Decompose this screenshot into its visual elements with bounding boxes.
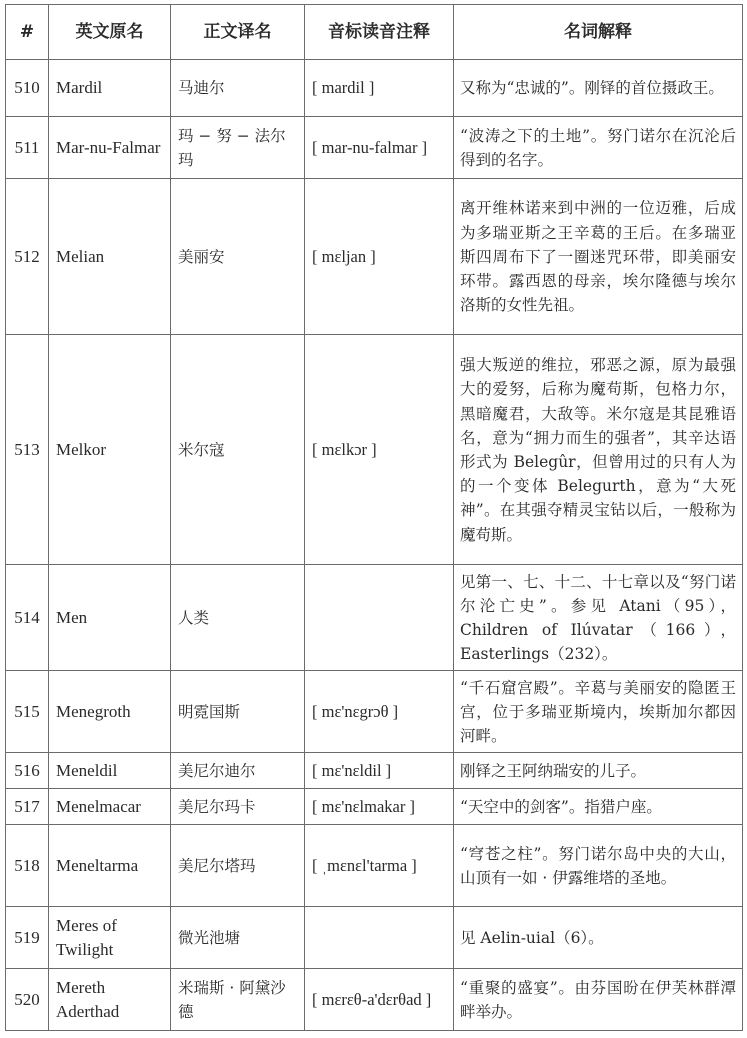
definition: “穹苍之柱”。努门诺尔岛中央的大山，山顶有一如 · 伊露维塔的圣地。 [454, 825, 743, 907]
definition: 见 Aelin-uial（6）。 [454, 907, 743, 969]
definition: “重聚的盛宴”。由芬国昐在伊芙林群潭畔举办。 [454, 969, 743, 1031]
chinese-name: 米尔寇 [171, 335, 305, 565]
phonetic [305, 907, 454, 969]
chinese-name: 美尼尔迪尔 [171, 753, 305, 789]
row-number: 512 [6, 179, 49, 335]
header-chinese-name: 正文译名 [171, 5, 305, 60]
header-definition: 名词解释 [454, 5, 743, 60]
chinese-name: 美尼尔玛卡 [171, 789, 305, 825]
table-row [6, 117, 743, 179]
row-number: 514 [6, 565, 49, 671]
definition: 强大叛逆的维拉，邪恶之源，原为最强大的爱努，后称为魔苟斯，包格力尔，黑暗魔君，大敌等。米尔寇是其昆雅语名，意为“拥力而生的强者”，其辛达语形式为 Belegûr，但曾用过的只有人为的一个变体 Belegurth，意为“大死神”。在其强夺精灵宝钻以后，一般称为魔苟斯。 [454, 335, 743, 565]
table-row [6, 789, 743, 825]
english-name: Meres of Twilight [49, 907, 171, 969]
header-row [6, 5, 743, 60]
english-name: Menelmacar [49, 789, 171, 825]
phonetic: [ mɛljan ] [305, 179, 454, 335]
table-row [6, 179, 743, 335]
chinese-name: 马迪尔 [171, 60, 305, 117]
english-name: Meneldil [49, 753, 171, 789]
phonetic: [ ˌmɛnɛl'tarma ] [305, 825, 454, 907]
row-number: 511 [6, 117, 49, 179]
english-name: Melkor [49, 335, 171, 565]
english-name: Melian [49, 179, 171, 335]
chinese-name: 米瑞斯 · 阿黛沙德 [171, 969, 305, 1031]
definition: 刚铎之王阿纳瑞安的儿子。 [454, 753, 743, 789]
row-number: 510 [6, 60, 49, 117]
chinese-name: 美尼尔塔玛 [171, 825, 305, 907]
english-name: Meneltarma [49, 825, 171, 907]
row-number: 516 [6, 753, 49, 789]
row-number: 517 [6, 789, 49, 825]
definition: 离开维林诺来到中洲的一位迈雅，后成为多瑞亚斯之王辛葛的王后。在多瑞亚斯四周布下了一圈迷咒环带，即美丽安环带。露西恩的母亲，埃尔隆德与埃尔洛斯的女性先祖。 [454, 179, 743, 335]
row-number: 519 [6, 907, 49, 969]
english-name: Mar-nu-Falmar [49, 117, 171, 179]
phonetic: [ mɛlkɔr ] [305, 335, 454, 565]
table-row [6, 753, 743, 789]
definition: 又称为“忠诚的”。刚铎的首位摄政王。 [454, 60, 743, 117]
phonetic [305, 565, 454, 671]
chinese-name: 人类 [171, 565, 305, 671]
row-number: 518 [6, 825, 49, 907]
definition: “天空中的剑客”。指猎户座。 [454, 789, 743, 825]
english-name: Men [49, 565, 171, 671]
table-row [6, 335, 743, 565]
table-row [6, 671, 743, 753]
english-name: Mereth Aderthad [49, 969, 171, 1031]
header-number: # [6, 5, 49, 60]
glossary-table [5, 4, 743, 1031]
chinese-name: 玛 − 努 − 法尔玛 [171, 117, 305, 179]
header-english-name: 英文原名 [49, 5, 171, 60]
row-number: 515 [6, 671, 49, 753]
row-number: 520 [6, 969, 49, 1031]
phonetic: [ mɛ'nɛlmakar ] [305, 789, 454, 825]
chinese-name: 微光池塘 [171, 907, 305, 969]
header-phonetic: 音标读音注释 [305, 5, 454, 60]
definition: “波涛之下的土地”。努门诺尔在沉沦后得到的名字。 [454, 117, 743, 179]
phonetic: [ mar-nu-falmar ] [305, 117, 454, 179]
phonetic: [ mɛrɛθ-a'dɛrθad ] [305, 969, 454, 1031]
english-name: Mardil [49, 60, 171, 117]
row-number: 513 [6, 335, 49, 565]
phonetic: [ mardil ] [305, 60, 454, 117]
chinese-name: 明霓国斯 [171, 671, 305, 753]
english-name: Menegroth [49, 671, 171, 753]
table-row [6, 60, 743, 117]
table-row [6, 825, 743, 907]
chinese-name: 美丽安 [171, 179, 305, 335]
table-row [6, 565, 743, 671]
definition: 见第一、七、十二、十七章以及“努门诺尔沦亡史”。参见 Atani（95），Children of Ilúvatar（166），Easterlings（232）。 [454, 565, 743, 671]
phonetic: [ mɛ'nɛldil ] [305, 753, 454, 789]
table-row [6, 907, 743, 969]
phonetic: [ mɛ'nɛgrɔθ ] [305, 671, 454, 753]
definition: “千石窟宫殿”。辛葛与美丽安的隐匿王宫，位于多瑞亚斯境内，埃斯加尔都因河畔。 [454, 671, 743, 753]
table-row [6, 969, 743, 1031]
